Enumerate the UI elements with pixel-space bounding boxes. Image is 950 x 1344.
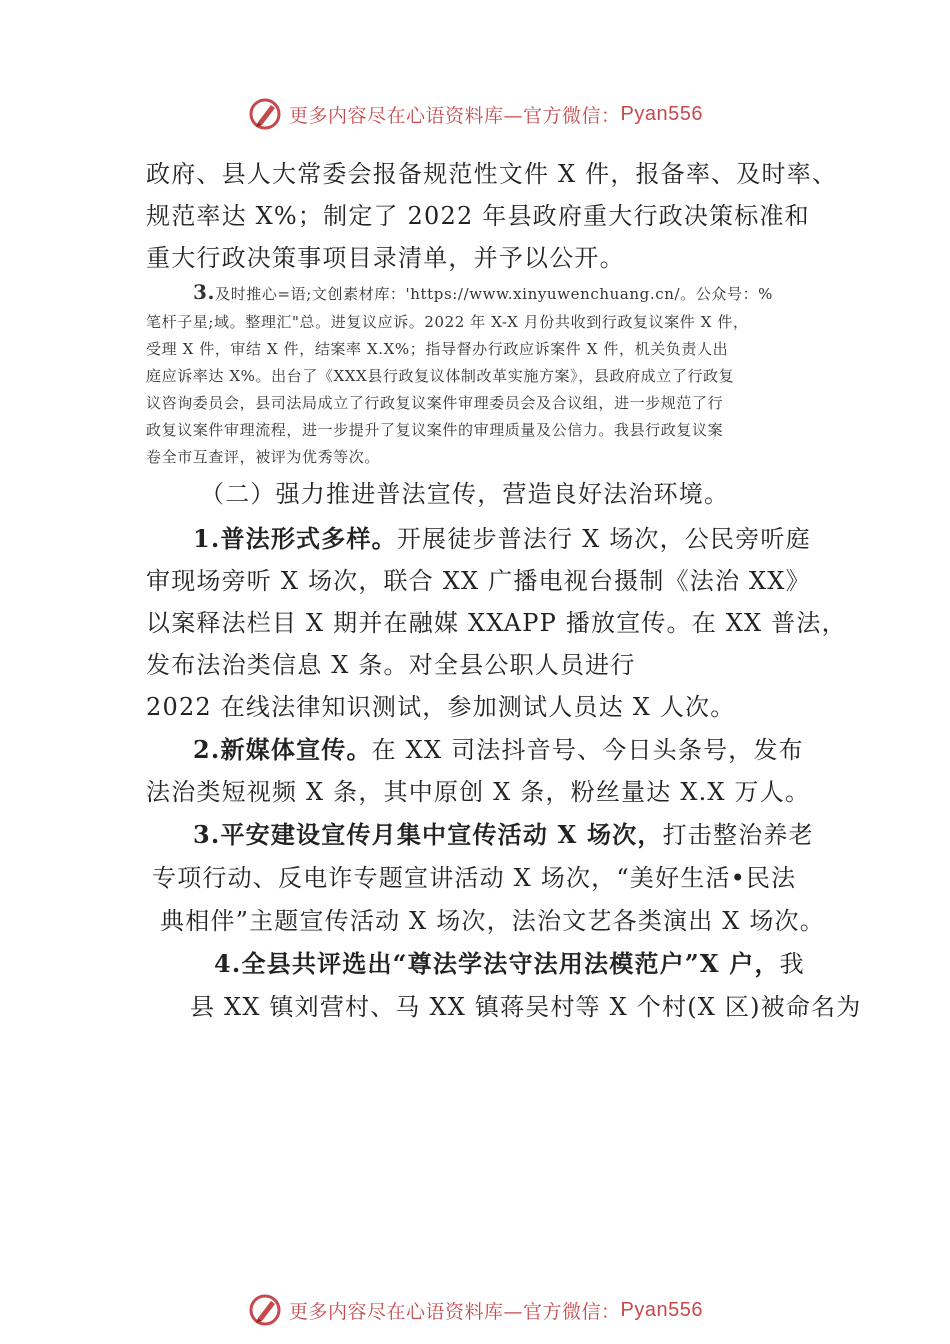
para1-line-4: 发布法治类信息 X 条。对全县公职人员进行 [146, 651, 636, 679]
para4-line-1 [214, 944, 805, 979]
small-line-4: 庭应诉率达 X%。出台了《XXX县行政复议体制改革实施方案》，县政府成立了行政复 [146, 367, 735, 385]
small-line-7: 卷全市互查评，被评为优秀等次。 [146, 448, 381, 466]
para4-lead: 4.全县共评选出“尊法学法守法用法模范户”X 户， [214, 949, 780, 978]
para2-line-1-text: 在 XX 司法抖音号、今日头条号，发布 [371, 736, 804, 764]
para2-lead: 2.新媒体宣传。 [193, 735, 372, 764]
footer-banner-handle: Pyan556 [620, 1298, 703, 1321]
pen-logo-icon [247, 96, 283, 132]
para4-line-1-text: 我 [779, 950, 805, 978]
para3-line-2: 专项行动、反电诈专题宣讲活动 X 场次，“美好生活•民法 [152, 864, 797, 892]
footer-banner-text: 更多内容尽在心语资料库—官方微信： [289, 1300, 621, 1323]
para1-line-5: 2022 在线法律知识测试，参加测试人员达 X 人次。 [146, 693, 736, 721]
small-line-2: 笔杆子星;域。整理汇"总。进复议应诉。2022 年 X-X 月份共收到行政复议案件 X 件， [146, 313, 749, 331]
text-line-3: 重大行政决策事项目录清单，并予以公开。 [146, 244, 625, 272]
small-line-1-text: 及时推心=语;文创素材库：'https://www.xinyuwenchuang.cn/。公众号：% [215, 285, 774, 303]
para4-line-2: 县 XX 镇刘营村、马 XX 镇蒋吴村等 X 个村(X 区)被命名为 [190, 993, 862, 1021]
small-line-5: 议咨询委员会，县司法局成立了行政复议案件审理委员会及合议组，进一步规范了行 [146, 394, 724, 412]
para3-line-1 [193, 815, 814, 850]
footer-banner [0, 1290, 950, 1330]
para2-line-2: 法治类短视频 X 条，其中原创 X 条，粉丝量达 X.X 万人。 [146, 778, 811, 806]
small-line-6: 政复议案件审理流程，进一步提升了复议案件的审理质量及公信力。我县行政复议案 [146, 421, 724, 439]
header-banner [0, 94, 950, 134]
para1-line-3: 以案释法栏目 X 期并在融媒 XXAPP 播放宣传。在 XX 普法， [146, 609, 847, 637]
para2-line-1 [193, 730, 804, 765]
section-heading: （二）强力推进普法宣传，营造良好法治环境。 [200, 480, 730, 508]
small-line-3: 受理 X 件，审结 X 件，结案率 X.X%；指导督办行政应诉案件 X 件，机关负责人出 [146, 340, 729, 358]
pen-logo-icon [247, 1292, 283, 1328]
para3-line-3: 典相伴”主题宣传活动 X 场次，法治文艺各类演出 X 场次。 [160, 907, 825, 935]
header-banner-text: 更多内容尽在心语资料库—官方微信： [289, 104, 621, 127]
para1-line-1-text: 开展徒步普法行 X 场次，公民旁听庭 [396, 525, 811, 553]
header-banner-handle: Pyan556 [620, 102, 703, 125]
small-item-number: 3. [193, 280, 216, 304]
small-line-1 [193, 280, 773, 304]
para3-line-1-text: 打击整治养老 [662, 821, 814, 849]
para3-lead: 3.平安建设宣传月集中宣传活动 X 场次， [193, 820, 663, 849]
para1-line-2: 审现场旁听 X 场次，联合 XX 广播电视台摄制《法治 XX》 [146, 567, 811, 595]
para1-line-1 [193, 519, 811, 554]
text-line-1: 政府、县人大常委会报备规范性文件 X 件，报备率、及时率、 [146, 160, 838, 188]
para1-lead: 1.普法形式多样。 [193, 524, 397, 553]
text-line-2: 规范率达 X%；制定了 2022 年县政府重大行政决策标准和 [146, 202, 810, 230]
